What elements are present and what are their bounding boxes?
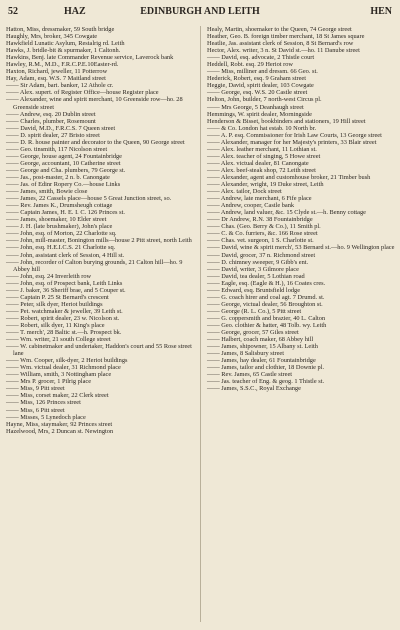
directory-entry: —— T. merch', 28 Baltic st.—h. Prospect bk. <box>6 329 122 337</box>
directory-entry: —— & Co. London hat estab. 10 North br. <box>207 124 317 132</box>
directory-entry: —— D. spirit dealer, 27 Bristo street <box>6 131 100 139</box>
right-column <box>207 26 395 392</box>
directory-entry: —— William, smith, 3 Nottingham place <box>6 371 112 379</box>
directory-entry: —— W. cabinetmaker and undertaker, Haddon's court and 55 Rose street lane <box>6 343 192 358</box>
directory-entry: —— George, accountant, 10 Catherine street <box>6 159 121 167</box>
directory-entry: —— John, esq. of Morton, 22 Charlotte sq. <box>6 230 117 238</box>
directory-entry: —— Andrew, land valuer, &c. 15 Clyde st.—h. Benny cottage <box>207 209 366 217</box>
directory-entry: —— Edward, esq. Bruntsfield lodge <box>207 286 301 294</box>
directory-entry: —— David, grocer, 37 n. Richmond street <box>207 251 316 259</box>
directory-entry: —— Charles, plumber, Rosemount <box>6 117 96 125</box>
directory-entry: Hemmings, W. spirit dealer, Morningside <box>207 110 312 118</box>
directory-entry: —— Andrew, late merchant, 6 Fife place <box>207 195 312 203</box>
header-left-guideword: HAZ <box>64 6 86 17</box>
directory-entry: Heatlie, Jas. assistant clerk of Session, 8 St Bernard's row <box>207 40 354 48</box>
directory-entry: —— George, victual dealer, 56 Broughton st. <box>207 300 323 308</box>
directory-entry: —— D. chimney sweeper, 9 Gibb's ent. <box>207 258 309 266</box>
directory-entry: —— Andrew, cooper, Castle bank <box>207 202 295 210</box>
page-header <box>8 6 392 20</box>
directory-entry: —— George, esq. W.S. 20 Castle street <box>207 89 308 97</box>
directory-entry: Henderson & Bisset, bookbinders and stationers, 19 Hill street <box>207 117 366 125</box>
directory-entry: —— J. baker, 36 Sheriff brae, and 5 Couper st. <box>6 286 126 294</box>
directory-entry: —— David, writer, 3 Gilmore place <box>207 265 299 273</box>
directory-entry: —— Andrew, esq. 20 Dublin street <box>6 110 96 118</box>
directory-entry: Hederick, Robert, esq. 9 Graham street <box>207 75 306 83</box>
directory-entry: —— Eagle, esq. (Eagle & H.), 16 Coates cres. <box>207 279 326 287</box>
directory-entry: —— James, 8 Salisbury street <box>207 350 284 358</box>
directory-entry: —— Miss, 9 Pitt street <box>6 385 65 393</box>
header-title: EDINBURGH AND LEITH <box>140 6 260 17</box>
directory-entry: —— Misses, 5 Lynedoch place <box>6 413 86 421</box>
directory-entry: —— Jas. teacher of Eng. & geog. 1 Thistle st. <box>207 378 325 386</box>
directory-entry: Hawks, J. bridle-bit & spurmaker, 1 Caltonh. <box>6 47 121 55</box>
directory-entry: —— David, wine & spirit merch', 53 Bernard st.—ho. 9 Wellington place <box>207 244 395 252</box>
directory-entry: —— George (R. L. Co.), 5 Pitt street <box>207 307 302 315</box>
directory-entry: —— Alex. tailor, Dock street <box>207 188 282 196</box>
directory-entry: Hazelwood, Mrs, 2 Duncan st. Newington <box>6 427 114 435</box>
directory-entry: —— C. & Co. furriers, &c. 166 Rose street <box>207 230 318 238</box>
directory-entry: Hay, Adam, esq. W.S. 7 Maitland street <box>6 75 106 83</box>
directory-entry: —— Alexander, manager for her Majesty's printers, 33 Blair street <box>207 138 377 146</box>
directory-entry: —— G. coppersmith and brazier, 40 L. Calton <box>207 314 326 322</box>
column-divider <box>200 26 201 622</box>
directory-entry: Heather, Geo. B. foreign timber merchant, 18 St James square <box>207 33 365 41</box>
directory-entry: —— Sir Adam, bart. banker, 12 Athole cr. <box>6 82 114 90</box>
directory-entry: —— J. H. (late brushmaker), John's place <box>6 223 113 231</box>
directory-entry: —— David, M.D., F.R.C.S. 7 Queen street <box>6 124 116 132</box>
directory-entry: —— Miss, 6 Pitt street <box>6 406 65 414</box>
directory-entry: —— James, shoemaker, 10 Elder street <box>6 216 107 224</box>
directory-entry: —— John, esq. 24 Inverleith row <box>6 272 92 280</box>
directory-entry: Heddell, Robt. esq. 29 Heriot row <box>207 61 293 69</box>
directory-entry: Hawley, R.M., M.D., F.R.C.P.E.10Easter-rd. <box>6 61 119 69</box>
directory-entry: —— Geo. tinsmith, 117 Nicolson street <box>6 145 108 153</box>
directory-entry: —— Robert, spirit dealer, 23 w. Nicolson st. <box>6 314 120 322</box>
directory-entry: Hector, Alex. writer, 3 n. St David st.—ho. 11 Danube street <box>207 47 360 55</box>
directory-entry: —— Alexander, agent and customhouse broker, 21 Timber bush <box>207 173 371 181</box>
header-right-guideword: HEN <box>370 6 392 17</box>
directory-entry: —— John, esq. H.E.I.C.S. 21 Charlotte sq. <box>6 244 116 252</box>
directory-entry: —— Mrs P. grocer, 1 Pilrig place <box>6 378 92 386</box>
directory-entry: Heggie, David, spirit dealer, 103 Cowgate <box>207 82 314 90</box>
directory-entry: —— Wm. writer, 21 south College street <box>6 336 111 344</box>
directory-entry: Hawkins, Benj. late Commander Revenue service, Laverock bank <box>6 54 174 62</box>
directory-entry: Haughly, Mrs, broker, 345 Cowgate <box>6 33 98 41</box>
directory-entry: —— Wm. Cooper, silk-dyer, 2 Heriot buildings <box>6 357 128 365</box>
directory-entry: —— Miss, corset maker, 22 Clerk street <box>6 392 109 400</box>
directory-entry: —— Miss, 126 Princes street <box>6 399 81 407</box>
directory-entry: —— Alex. supert. of Register Office—house Register place <box>6 89 159 97</box>
directory-entry: —— Peter, silk dyer, Heriot buildings <box>6 300 103 308</box>
directory-entry: —— Chas. (Geo. Berry & Co.), 11 Smith pl. <box>207 223 321 231</box>
directory-entry: —— James, 22 Cassels place—house 5 Great Junction street, so. <box>6 195 172 203</box>
directory-entry: —— Dr Andrew, R.N. 38 Fountainbridge <box>207 216 313 224</box>
directory-entry: Healy, Martin, shoemaker to the Queen, 74 George street <box>207 26 352 33</box>
directory-entry: —— Alex. leather merchant, 11 Lothian st. <box>207 145 317 153</box>
directory-entry: Hatton, Miss, dressmaker, 59 South bridge <box>6 26 115 33</box>
directory-entry: —— Wm. victual dealer, 31 Richmond place <box>6 364 121 372</box>
directory-entry: —— Miss, milliner and dressm. 66 Geo. st. <box>207 68 318 76</box>
directory-entry: —— Geo. clothier & hatter, 48 Tolb. wy. Leith <box>207 321 327 329</box>
page-number: 52 <box>8 6 18 17</box>
directory-entry: —— Halbert, coach maker, 68 Abbey hill <box>207 336 314 344</box>
directory-entry: —— Robert, silk dyer, 11 King's place <box>6 321 105 329</box>
directory-entry: —— Alexander, wine and spirit merchant, 10 Greenside row—ho. 28 Greenside street <box>6 96 183 111</box>
directory-entry: Hayne, Miss, staymaker, 92 Princes street <box>6 420 113 428</box>
directory-entry: —— Rev. James K., Drumsheugh cottage <box>6 202 113 210</box>
directory-entry: —— Chas. vet. surgeon, 1 S. Charlotte st. <box>207 237 314 245</box>
directory-entry: —— Jas., post-master, 2 n. b. Canongate <box>6 173 110 181</box>
directory-entry: —— Rev. James, 65 Castle street <box>207 371 293 379</box>
directory-entry: —— George, house agent, 24 Fountainbridge <box>6 152 122 160</box>
directory-entry: —— George, grocer, 57 Giles street <box>207 329 299 337</box>
directory-entry: —— George and Cha. plumbers, 79 George st. <box>6 166 126 174</box>
directory-entry: —— John, esq. of Prospect bank, Leith Links <box>6 279 123 287</box>
directory-entry: —— David, esq. advocate, 2 Thistle court <box>207 54 315 62</box>
directory-entry: —— Mrs George, 5 Deanhaugh street <box>207 103 304 111</box>
directory-entry: —— James, smith, Bowie close <box>6 188 88 196</box>
directory-entry: —— John, recorder of Calton burying grounds, 21 Calton hill—ho. 9 Abbey hill <box>6 258 183 273</box>
directory-entry: Hawkfield Lunatic Asylum, Restalrig rd. Leith <box>6 40 125 48</box>
directory-entry: —— James, S.S.C., Royal Exchange <box>207 385 301 393</box>
directory-entry: —— James, tailor and clothier, 18 Downie pl. <box>207 364 325 372</box>
directory-entry: —— Pet. watchmaker & jeweller, 39 Leith st. <box>6 307 123 315</box>
directory-entry: Haxton, Richard, jeweller, 11 Potterrow <box>6 68 108 76</box>
directory-entry: —— James, shipowner, 15 Albany st. Leith <box>207 343 318 351</box>
directory-entry: —— G. coach hirer and coal agt. 7 Drumd. st. <box>207 293 325 301</box>
directory-entry: Helton, John, builder, 7 north-west Circus pl. <box>207 96 322 104</box>
directory-entry: —— John, mill-master, Bonington mills—house 2 Pitt street, north Leith <box>6 237 192 245</box>
directory-entry: —— Jas. of Edinr Ropery Co.—house Links <box>6 181 121 189</box>
directory-entry: —— Alex. teacher of singing, 5 Howe street <box>207 152 321 160</box>
directory-entry: —— David, tea dealer, 5 Lothian road <box>207 272 305 280</box>
directory-entry: —— Alex. victual dealer, 81 Canongate <box>207 159 309 167</box>
directory-entry: —— Captain P. 25 St Bernard's crescent <box>6 293 109 301</box>
directory-entry: —— Alex. beef-steak shop, 72 Leith street <box>207 166 316 174</box>
directory-entry: —— A. P. esq. Commissioner for Irish Law Courts, 13 George street <box>207 131 382 139</box>
directory-entry: —— D. R. house painter and decorator to the Queen, 90 George street <box>6 138 185 146</box>
directory-entry: —— Alexander, wright, 19 Duke street, Leith <box>207 181 324 189</box>
left-column <box>6 26 192 435</box>
directory-entry: —— John, assistant clerk of Session, 4 Hill st. <box>6 251 125 259</box>
directory-entry: —— Captain James, H. E. I. C. 126 Princes st. <box>6 209 125 217</box>
directory-entry: —— James, hay dealer, 61 Fountainbridge <box>207 357 316 365</box>
